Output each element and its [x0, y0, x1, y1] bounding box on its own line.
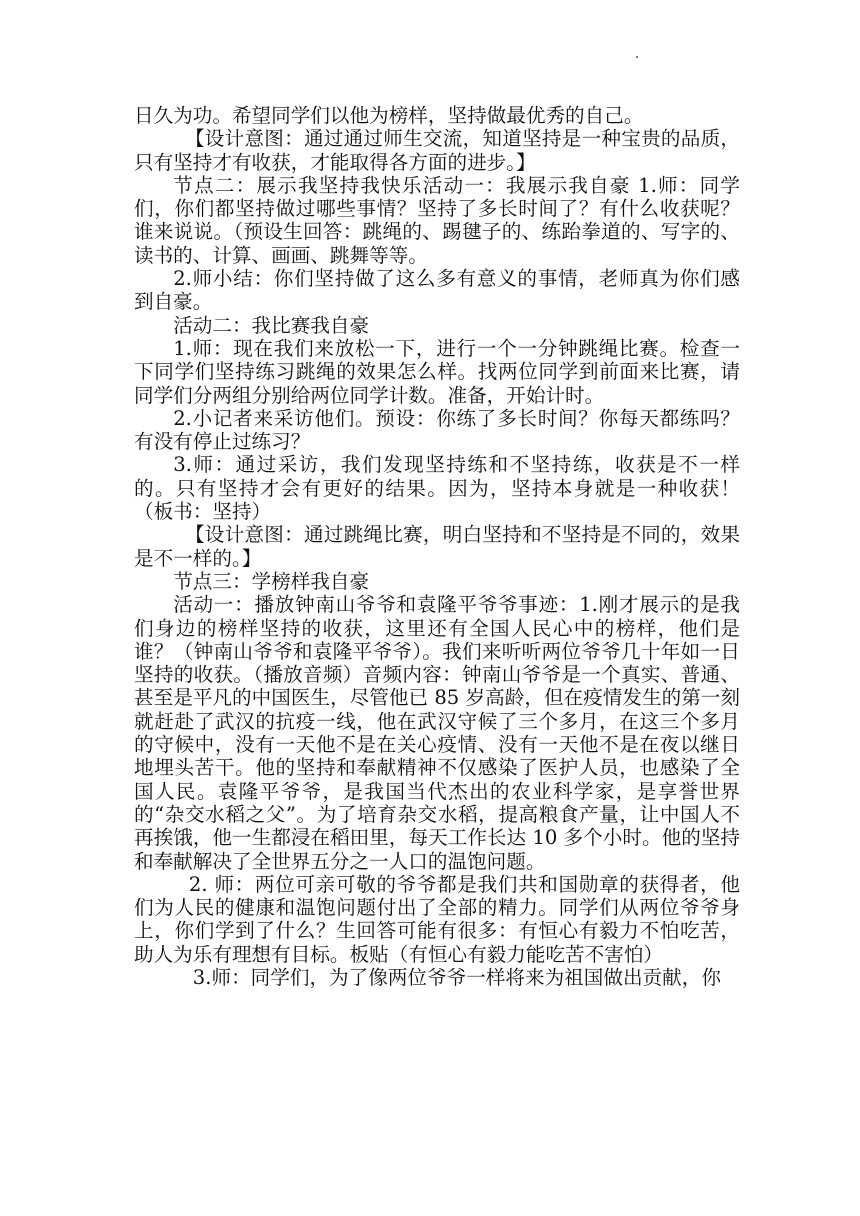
document-body [134, 104, 740, 989]
paragraph: 2.师小结：你们坚持做了这么多有意义的事情，老师真为你们感到自豪。 [134, 267, 740, 314]
paragraph: 3.师：同学们，为了像两位爷爷一样将来为祖国做出贡献，你 [192, 965, 721, 989]
paragraph: 2. 师：两位可亲可敬的爷爷都是我们共和国勋章的获得者，他们为人民的健康和温饱问题付出了全部的精力。同学们从两位爷爷身上，你们学到了什么？生回答可能有很多：有恒心有毅力不怕吃苦，助人为乐有理想有目标。板贴（有恒心有毅力能吃苦不害怕） [134, 872, 740, 966]
node-two-paragraph: 节点二：展示我坚持我快乐活动一：我展示我自豪 1.师：同学们，你们都坚持做过哪些事情？坚持了多长时间了？有什么收获呢？谁来说说。（预设生回答：跳绳的、踢毽子的、练跆拳道的、写字的、读书的、计算、画画、跳舞等等。 [134, 173, 740, 267]
design-intent-paragraph: 【设计意图：通过跳绳比赛，明白坚持和不坚持是不同的，效果是不一样的。】 [134, 523, 740, 570]
header-dot [636, 56, 638, 58]
paragraph: 日久为功。希望同学们以他为榜样，坚持做最优秀的自己。 [134, 104, 644, 127]
design-intent-paragraph: 【设计意图：通过通过师生交流，知道坚持是一种宝贵的品质，只有坚持才有收获，才能取得各方面的进步。】 [134, 127, 740, 174]
paragraph: 3.师：通过采访，我们发现坚持练和不坚持练，收获是不一样的。只有坚持才会有更好的结果。因为，坚持本身就是一种收获！（板书：坚持） [134, 453, 740, 524]
paragraph: 1.师：现在我们来放松一下，进行一个一分钟跳绳比赛。检查一下同学们坚持练习跳绳的效果怎么样。找两位同学到前面来比赛，请同学们分两组分别给两位同学计数。准备，开始计时。 [134, 336, 740, 407]
node-three-heading: 节点三：学榜样我自豪 [173, 569, 370, 593]
activity-heading: 活动二：我比赛我自豪 [173, 313, 370, 337]
paragraph: 2.小记者来采访他们。预设：你练了多长时间？你每天都练吗？有没有停止过练习？ [134, 406, 740, 454]
paragraph: 活动一：播放钟南山爷爷和袁隆平爷爷事迹：1.刚才展示的是我们身边的榜样坚持的收获，这里还有全国人民心中的榜样，他们是谁？（钟南山爷爷和袁隆平爷爷）。我们来听听两位爷爷几十年如一日坚持的收获。（播放音频）音频内容：钟南山爷爷是一个真实、普通、甚至是平凡的中国医生，尽管他已 85 岁高龄，但在疫情发生的第一刻就赶赴了武汉的抗疫一线，他在武汉守候了三个多月，在这三个多月的守候中，没有一天他不是在关心疫情、没有一天他不是在夜以继日地埋头苦干。他的坚持和奉献精神不仅感染了医护人员，也感染了全国人民。袁隆平爷爷，是我国当代杰出的农业科学家，是享誉世界的“杂交水稻之父”。为了培育杂交水稻，提高粮食产量，让中国人不再挨饿，他一生都浸在稻田里，每天工作长达 10 多个小时。他的坚持和奉献解决了全世界五分之一人口的温饱问题。 [134, 593, 740, 873]
